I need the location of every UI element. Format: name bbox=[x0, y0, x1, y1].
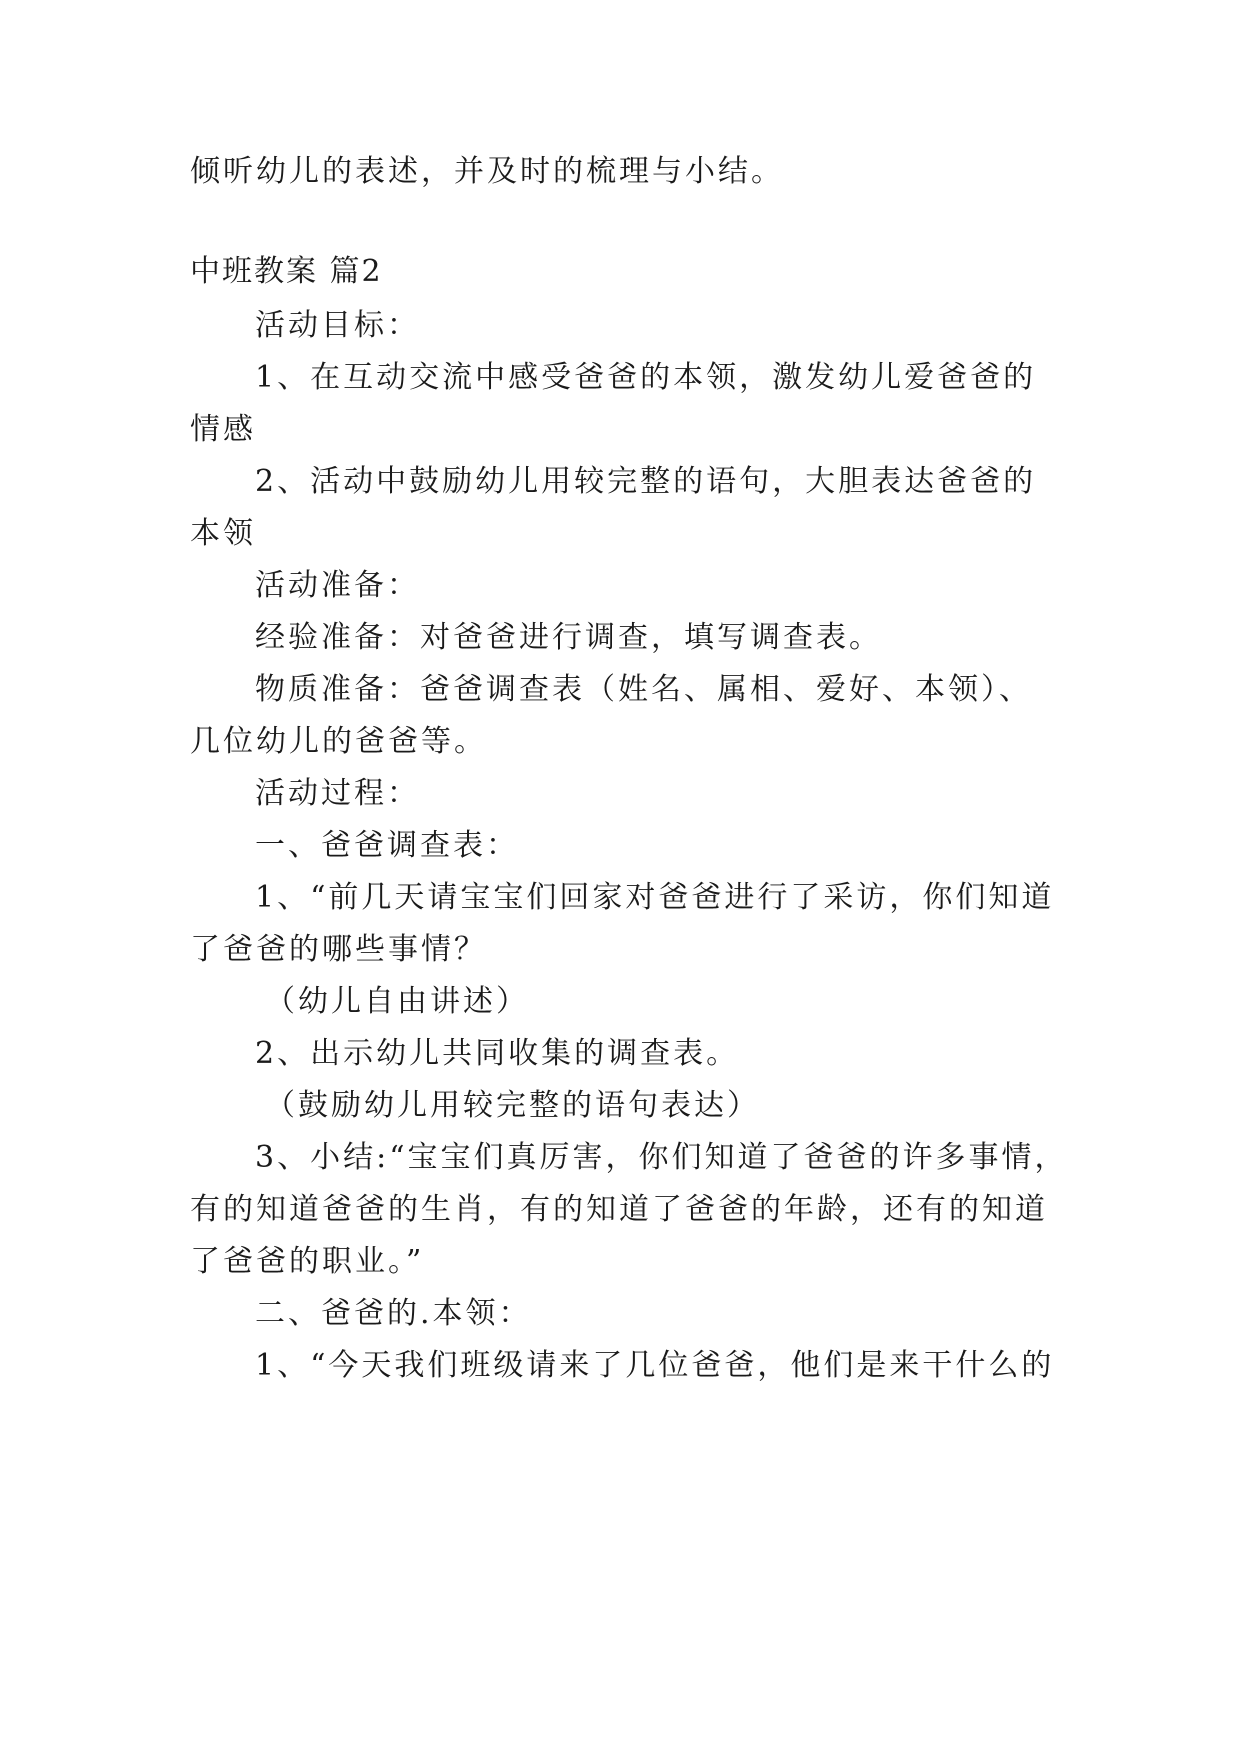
paragraph-line: 2、活动中鼓励幼儿用较完整的语句，大胆表达爸爸的 bbox=[255, 464, 1037, 499]
paragraph-line: 3、小结:“宝宝们真厉害，你们知道了爸爸的许多事情， bbox=[255, 1140, 1068, 1175]
subheading-skills: 二、爸爸的.本领： bbox=[255, 1296, 532, 1331]
paragraph-line: 了爸爸的哪些事情？ bbox=[190, 932, 487, 967]
paragraph-line: 有的知道爸爸的生肖，有的知道了爸爸的年龄，还有的知道 bbox=[190, 1192, 1048, 1227]
paragraph-line: 物质准备：爸爸调查表（姓名、属相、爱好、本领）、 bbox=[255, 672, 1032, 707]
paragraph-line: 情感 bbox=[190, 412, 256, 447]
section-heading: 中班教案 篇2 bbox=[190, 254, 383, 289]
paragraph-line: 1、在互动交流中感受爸爸的本领，激发幼儿爱爸爸的 bbox=[255, 360, 1037, 395]
paragraph-line: 几位幼儿的爸爸等。 bbox=[190, 724, 487, 759]
paragraph-line: （幼儿自由讲述） bbox=[265, 984, 529, 1019]
subheading-goals: 活动目标： bbox=[255, 308, 420, 343]
paragraph-line: 倾听幼儿的表述，并及时的梳理与小结。 bbox=[190, 154, 784, 189]
paragraph-line: 了爸爸的职业。” bbox=[190, 1244, 425, 1279]
subheading-preparation: 活动准备： bbox=[255, 568, 420, 603]
subheading-process: 活动过程： bbox=[255, 776, 420, 811]
subheading-survey: 一、爸爸调查表： bbox=[255, 828, 519, 863]
paragraph-line: 2、出示幼儿共同收集的调查表。 bbox=[255, 1036, 740, 1071]
paragraph-line: 经验准备：对爸爸进行调查，填写调查表。 bbox=[255, 620, 882, 655]
paragraph-line: 1、“今天我们班级请来了几位爸爸，他们是来干什么的 bbox=[255, 1348, 1055, 1383]
paragraph-line: 1、“前几天请宝宝们回家对爸爸进行了采访，你们知道 bbox=[255, 880, 1055, 915]
paragraph-line: 本领 bbox=[190, 516, 256, 551]
paragraph-line: （鼓励幼儿用较完整的语句表达） bbox=[265, 1088, 760, 1123]
